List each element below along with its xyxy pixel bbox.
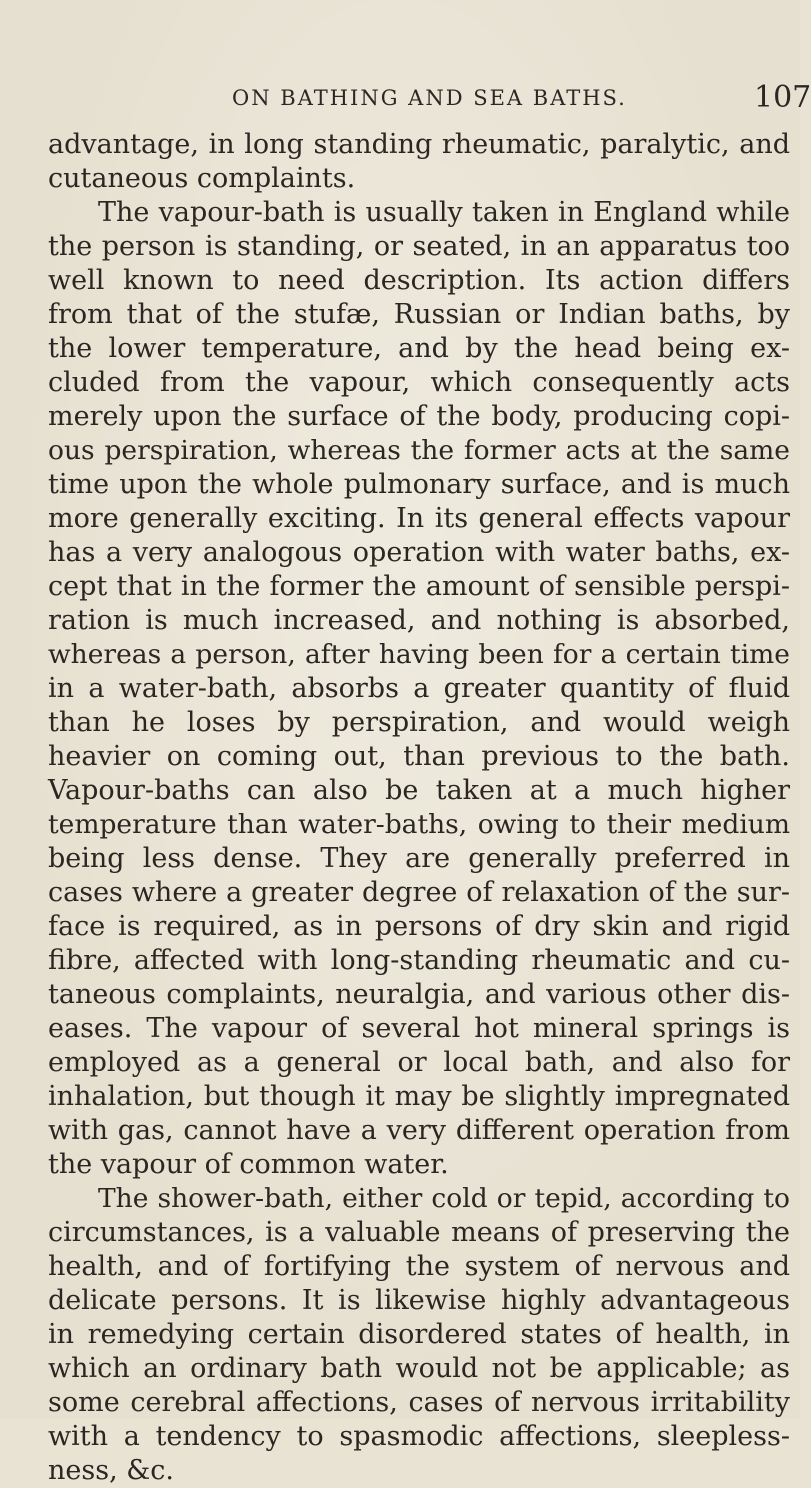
text-line: has a very analogous operation with water baths, ex- — [48, 537, 790, 568]
text-line: than he loses by perspiration, and would weigh — [48, 707, 790, 738]
text-line: with a tendency to spasmodic affections, sleepless- — [48, 1421, 790, 1452]
text-line: face is required, as in persons of dry skin and rigid — [48, 911, 790, 942]
text-line: circumstances, is a valuable means of preserving the — [48, 1217, 790, 1248]
running-head — [232, 80, 811, 120]
text-line: ous perspiration, whereas the former acts at the same — [48, 435, 790, 466]
text-line: being less dense. They are generally preferred in — [48, 843, 790, 874]
text-line: cutaneous complaints. — [48, 163, 356, 194]
text-line: fibre, affected with long-standing rheumatic and cu- — [48, 945, 790, 976]
text-line: the lower temperature, and by the head being ex- — [48, 333, 790, 364]
text-line: the vapour of common water. — [48, 1149, 449, 1180]
text-line: in a water-bath, absorbs a greater quantity of fluid — [48, 673, 790, 704]
text-line: which an ordinary bath would not be applicable; as — [48, 1353, 790, 1384]
running-title: ON BATHING AND SEA BATHS. — [232, 86, 627, 110]
text-line: inhalation, but though it may be slightly impregnated — [48, 1081, 790, 1112]
paragraph-start-line: The shower-bath, either cold or tepid, according to — [98, 1183, 790, 1214]
text-line: time upon the whole pulmonary surface, and is much — [48, 469, 790, 500]
text-line: Vapour-baths can also be taken at a much higher — [48, 775, 790, 806]
text-line: some cerebral affections, cases of nervous irritability — [48, 1387, 790, 1418]
text-line: well known to need description. Its action differs — [48, 265, 790, 296]
text-line: advantage, in long standing rheumatic, paralytic, and — [48, 129, 790, 160]
text-line: temperature than water-baths, owing to their medium — [48, 809, 790, 840]
paragraph-start-line: The vapour-bath is usually taken in England while — [98, 197, 790, 228]
text-line: merely upon the surface of the body, producing copi- — [48, 401, 790, 432]
text-line: ness, &c. — [48, 1455, 174, 1486]
text-line: employed as a general or local bath, and also for — [48, 1047, 790, 1078]
text-line: in remedying certain disordered states of health, in — [48, 1319, 790, 1350]
text-line: heavier on coming out, than previous to the bath. — [48, 741, 790, 772]
text-line: cept that in the former the amount of sensible perspi- — [48, 571, 790, 602]
text-line: more generally exciting. In its general effects vapour — [48, 503, 790, 534]
text-line: delicate persons. It is likewise highly advantageous — [48, 1285, 790, 1316]
text-line: taneous complaints, neuralgia, and various other dis- — [48, 979, 790, 1010]
text-line: from that of the stufæ, Russian or Indian baths, by — [48, 299, 790, 330]
text-line: cases where a greater degree of relaxation of the sur- — [48, 877, 790, 908]
text-line: ration is much increased, and nothing is absorbed, — [48, 605, 790, 636]
text-line: eases. The vapour of several hot mineral springs is — [48, 1013, 790, 1044]
text-line: with gas, cannot have a very different operation from — [48, 1115, 790, 1146]
text-line: cluded from the vapour, which consequently acts — [48, 367, 790, 398]
text-line: the person is standing, or seated, in an apparatus too — [48, 231, 790, 262]
text-line: whereas a person, after having been for a certain time — [48, 639, 790, 670]
text-line: health, and of fortifying the system of nervous and — [48, 1251, 790, 1282]
page-number: 107 — [754, 80, 811, 115]
